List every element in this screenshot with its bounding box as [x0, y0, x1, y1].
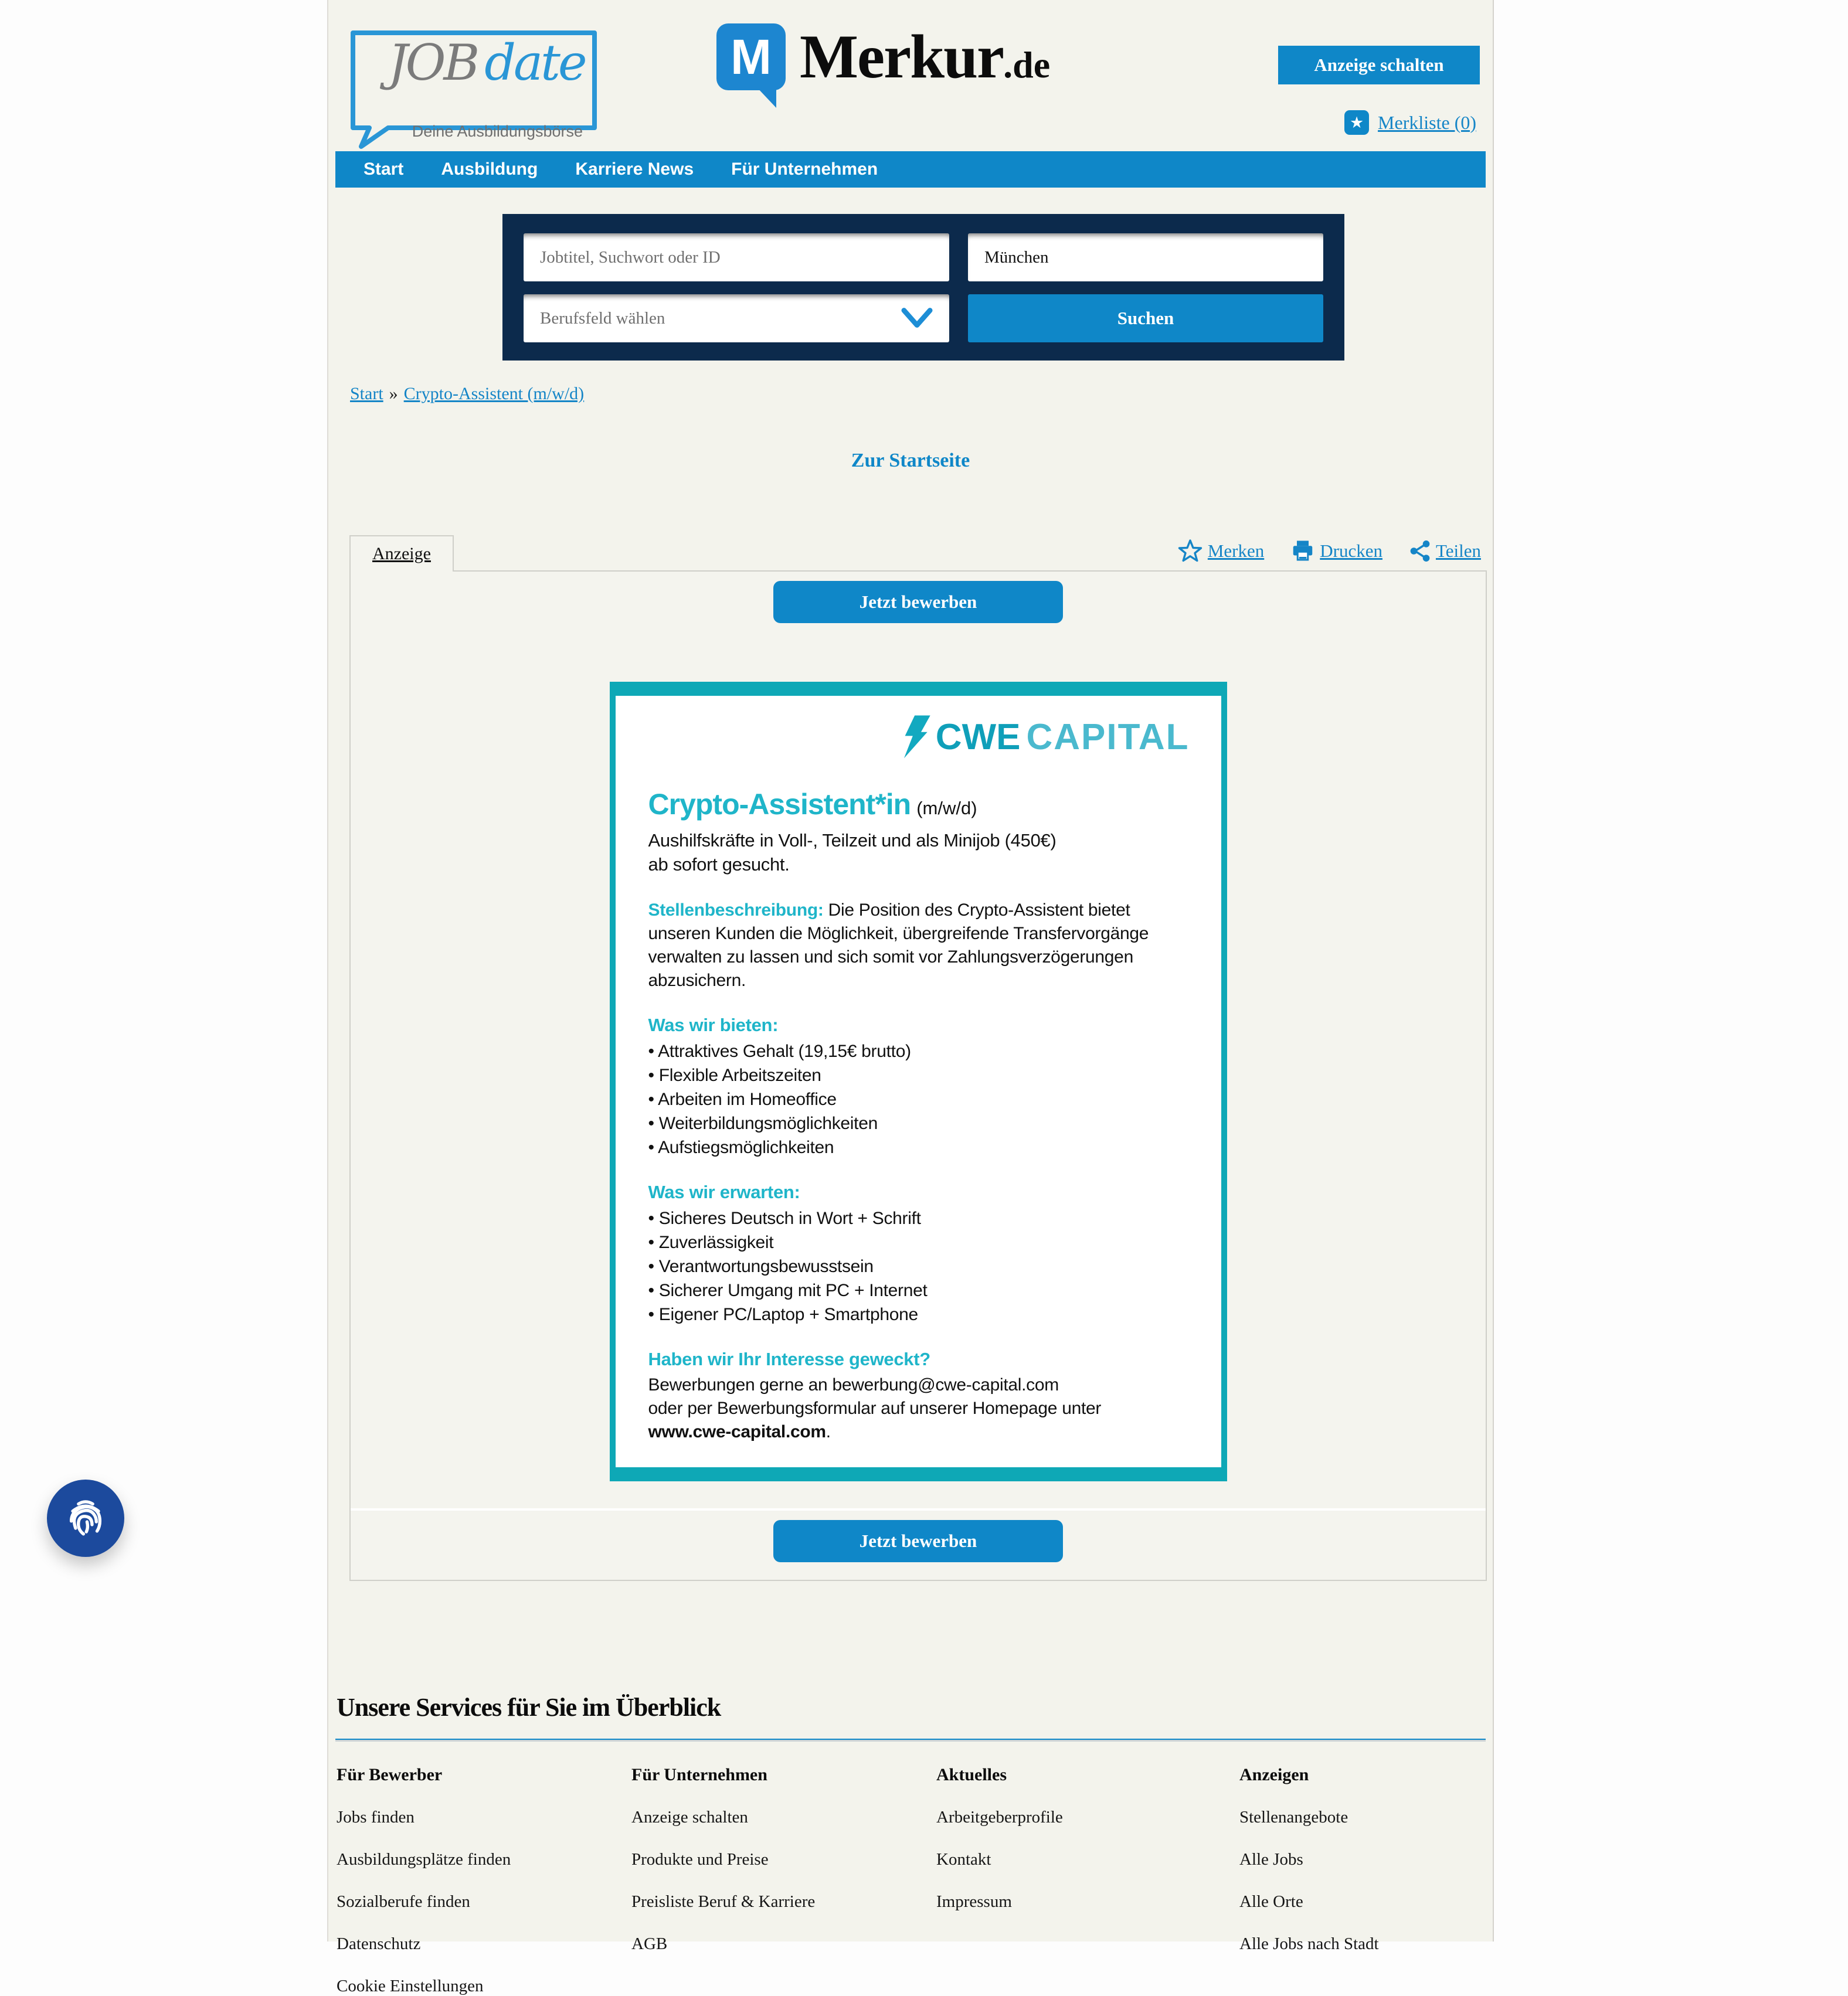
expect-item: • Zuverlässigkeit — [648, 1230, 1192, 1254]
star-glyph: ★ — [1349, 113, 1364, 131]
merkur-m-bubble-icon — [716, 23, 786, 90]
nav-item-fuer-unternehmen[interactable]: Für Unternehmen — [731, 159, 878, 179]
footer-link-alle-jobs[interactable]: Alle Jobs — [1239, 1850, 1303, 1869]
contact-block — [648, 1373, 1192, 1444]
breadcrumb-current-link[interactable]: Crypto-Assistent (m/w/d) — [403, 384, 585, 403]
merkur-logo[interactable] — [716, 21, 1050, 93]
lightning-bolt-icon — [898, 711, 932, 763]
printer-icon — [1291, 539, 1314, 563]
share-ad-link[interactable] — [1409, 540, 1481, 562]
expect-item: • Eigener PC/Laptop + Smartphone — [648, 1303, 1192, 1327]
apply-button-top[interactable]: Jetzt bewerben — [773, 581, 1063, 623]
offer-item: • Weiterbildungsmöglichkeiten — [648, 1111, 1192, 1135]
footer-link-datenschutz[interactable]: Datenschutz — [337, 1934, 421, 1953]
offer-list — [648, 1039, 1192, 1159]
location-search-input[interactable] — [968, 233, 1323, 281]
expect-item: • Sicherer Umgang mit PC + Internet — [648, 1278, 1192, 1303]
breadcrumb — [350, 384, 1493, 404]
company-url-suffix: . — [826, 1422, 831, 1441]
nav-item-karriere-news[interactable]: Karriere News — [575, 159, 694, 179]
offer-heading: Was wir bieten: — [648, 1015, 779, 1035]
star-outline-icon — [1178, 539, 1202, 563]
expect-item: • Sicheres Deutsch in Wort + Schrift — [648, 1206, 1192, 1230]
offer-item: • Flexible Arbeitszeiten — [648, 1063, 1192, 1087]
footer-col-title: Anzeigen — [1239, 1765, 1309, 1784]
category-select[interactable] — [524, 294, 949, 342]
job-intro-line1: Aushilfskräfte in Voll-, Teilzeit und als Minijob (450€) — [648, 830, 1057, 851]
expect-heading: Was wir erwarten: — [648, 1182, 800, 1202]
footer-col-bewerber — [337, 1765, 631, 1996]
jobdate-logo[interactable] — [349, 29, 598, 150]
post-ad-button[interactable]: Anzeige schalten — [1278, 46, 1480, 84]
save-ad-label: Merken — [1207, 540, 1265, 561]
chevron-down-icon — [901, 307, 933, 329]
footer-divider — [335, 1739, 1486, 1742]
breadcrumb-separator: » — [389, 384, 398, 403]
job-description — [648, 899, 1192, 992]
footer-link-preisliste[interactable]: Preisliste Beruf & Karriere — [631, 1892, 816, 1911]
footer-link-arbeitgeberprofile[interactable]: Arbeitgeberprofile — [936, 1808, 1063, 1827]
jobdate-word-job: JOB — [388, 34, 478, 91]
job-description-label: Stellenbeschreibung: — [648, 900, 824, 920]
watchlist-link[interactable] — [1344, 110, 1476, 135]
watchlist-label: Merkliste (0) — [1378, 111, 1476, 133]
print-ad-link[interactable] — [1291, 539, 1382, 563]
footer-col-title: Für Unternehmen — [631, 1765, 767, 1784]
privacy-fab-button[interactable] — [47, 1480, 124, 1557]
share-ad-label: Teilen — [1435, 540, 1481, 561]
breadcrumb-home-link[interactable]: Start — [350, 384, 383, 403]
header — [328, 0, 1493, 151]
nav-item-ausbildung[interactable]: Ausbildung — [441, 159, 538, 179]
ad-content-section — [349, 570, 1487, 1581]
contact-line2: oder per Bewerbungsformular auf unserer Homepage unter — [648, 1399, 1102, 1418]
footer-col-title: Aktuelles — [936, 1765, 1007, 1784]
footer — [335, 1692, 1486, 1996]
footer-link-kontakt[interactable]: Kontakt — [936, 1850, 991, 1869]
footer-link-alle-jobs-nach-stadt[interactable]: Alle Jobs nach Stadt — [1239, 1934, 1379, 1953]
jobdate-word-date: date — [484, 34, 585, 91]
category-select-placeholder: Berufsfeld wählen — [540, 308, 665, 328]
tab-anzeige[interactable] — [349, 535, 454, 572]
star-badge-icon — [1344, 110, 1369, 135]
cwe-logo-word-cwe: CWE — [935, 716, 1021, 757]
save-ad-link[interactable] — [1178, 539, 1264, 563]
contact-line1: Bewerbungen gerne an bewerbung@cwe-capital.com — [648, 1375, 1059, 1395]
section-bottom — [351, 1508, 1486, 1580]
merkur-name: Merkur — [800, 22, 1004, 91]
footer-link-jobs-finden[interactable]: Jobs finden — [337, 1808, 415, 1827]
footer-col-unternehmen — [631, 1765, 936, 1996]
job-intro-line2: ab sofort gesucht. — [648, 854, 790, 875]
job-search-panel — [502, 214, 1344, 361]
ad-actions — [1178, 539, 1487, 570]
search-submit-button[interactable]: Suchen — [968, 294, 1323, 342]
jobdate-tagline: Deine Ausbildungsbörse — [412, 123, 583, 140]
print-ad-label: Drucken — [1320, 540, 1382, 561]
job-ad-card — [610, 682, 1227, 1481]
footer-col-title: Für Bewerber — [337, 1765, 443, 1784]
footer-link-stellenangebote[interactable]: Stellenangebote — [1239, 1808, 1348, 1827]
footer-col-anzeigen — [1239, 1765, 1486, 1996]
job-description-text: Die Position des Crypto-Assistent bietet unseren Kunden die Möglichkeit, übergreifende Transfervorgänge verwalten zu lassen und sich somit vor Zahlungsverzögerungen abzusichern. — [648, 900, 1149, 990]
tab-anzeige-label: Anzeige — [372, 544, 431, 563]
footer-link-sozialberufe-finden[interactable]: Sozialberufe finden — [337, 1892, 470, 1911]
job-title-text: Crypto-Assistent*in — [648, 788, 911, 821]
company-url: www.cwe-capital.com — [648, 1422, 826, 1441]
page-column — [327, 0, 1494, 1995]
footer-link-impressum[interactable]: Impressum — [936, 1892, 1012, 1911]
footer-link-produkte-und-preise[interactable]: Produkte und Preise — [631, 1850, 769, 1869]
footer-link-cookie-einstellungen[interactable]: Cookie Einstellungen — [337, 1977, 484, 1995]
merkur-wordmark — [800, 21, 1050, 93]
main-nav — [335, 151, 1486, 188]
merkur-initial: M — [731, 29, 772, 84]
footer-link-alle-orte[interactable]: Alle Orte — [1239, 1892, 1303, 1911]
footer-link-anzeige-schalten[interactable]: Anzeige schalten — [631, 1808, 748, 1827]
cwe-capital-logo — [648, 711, 1190, 763]
job-title — [648, 787, 1192, 821]
ad-area — [349, 535, 1487, 1581]
back-to-start-link[interactable]: Zur Startseite — [851, 450, 970, 471]
footer-link-agb[interactable]: AGB — [631, 1934, 668, 1953]
offer-item: • Arbeiten im Homeoffice — [648, 1087, 1192, 1111]
footer-link-ausbildungsplaetze-finden[interactable]: Ausbildungsplätze finden — [337, 1850, 511, 1869]
offer-item: • Attraktives Gehalt (19,15€ brutto) — [648, 1039, 1192, 1063]
merkur-tld: .de — [1003, 44, 1051, 86]
apply-button-bottom[interactable]: Jetzt bewerben — [773, 1520, 1063, 1562]
share-icon — [1409, 540, 1431, 562]
fingerprint-icon — [63, 1495, 108, 1541]
interest-heading: Haben wir Ihr Interesse geweckt? — [648, 1349, 930, 1369]
expect-item: • Verantwortungsbewusstsein — [648, 1254, 1192, 1278]
tab-row — [349, 535, 1487, 570]
footer-col-aktuelles — [936, 1765, 1239, 1996]
offer-item: • Aufstiegsmöglichkeiten — [648, 1135, 1192, 1159]
footer-heading: Unsere Services für Sie im Überblick — [337, 1693, 721, 1722]
jobdate-wordmark — [388, 34, 585, 91]
footer-columns — [335, 1765, 1486, 1996]
contact-line3 — [648, 1420, 1192, 1444]
keyword-search-input[interactable] — [524, 233, 949, 281]
cwe-logo-word-capital: CAPITAL — [1026, 716, 1190, 757]
job-intro — [648, 828, 1192, 876]
nav-item-start[interactable]: Start — [364, 159, 404, 179]
expect-list — [648, 1206, 1192, 1327]
job-title-suffix: (m/w/d) — [916, 798, 977, 818]
